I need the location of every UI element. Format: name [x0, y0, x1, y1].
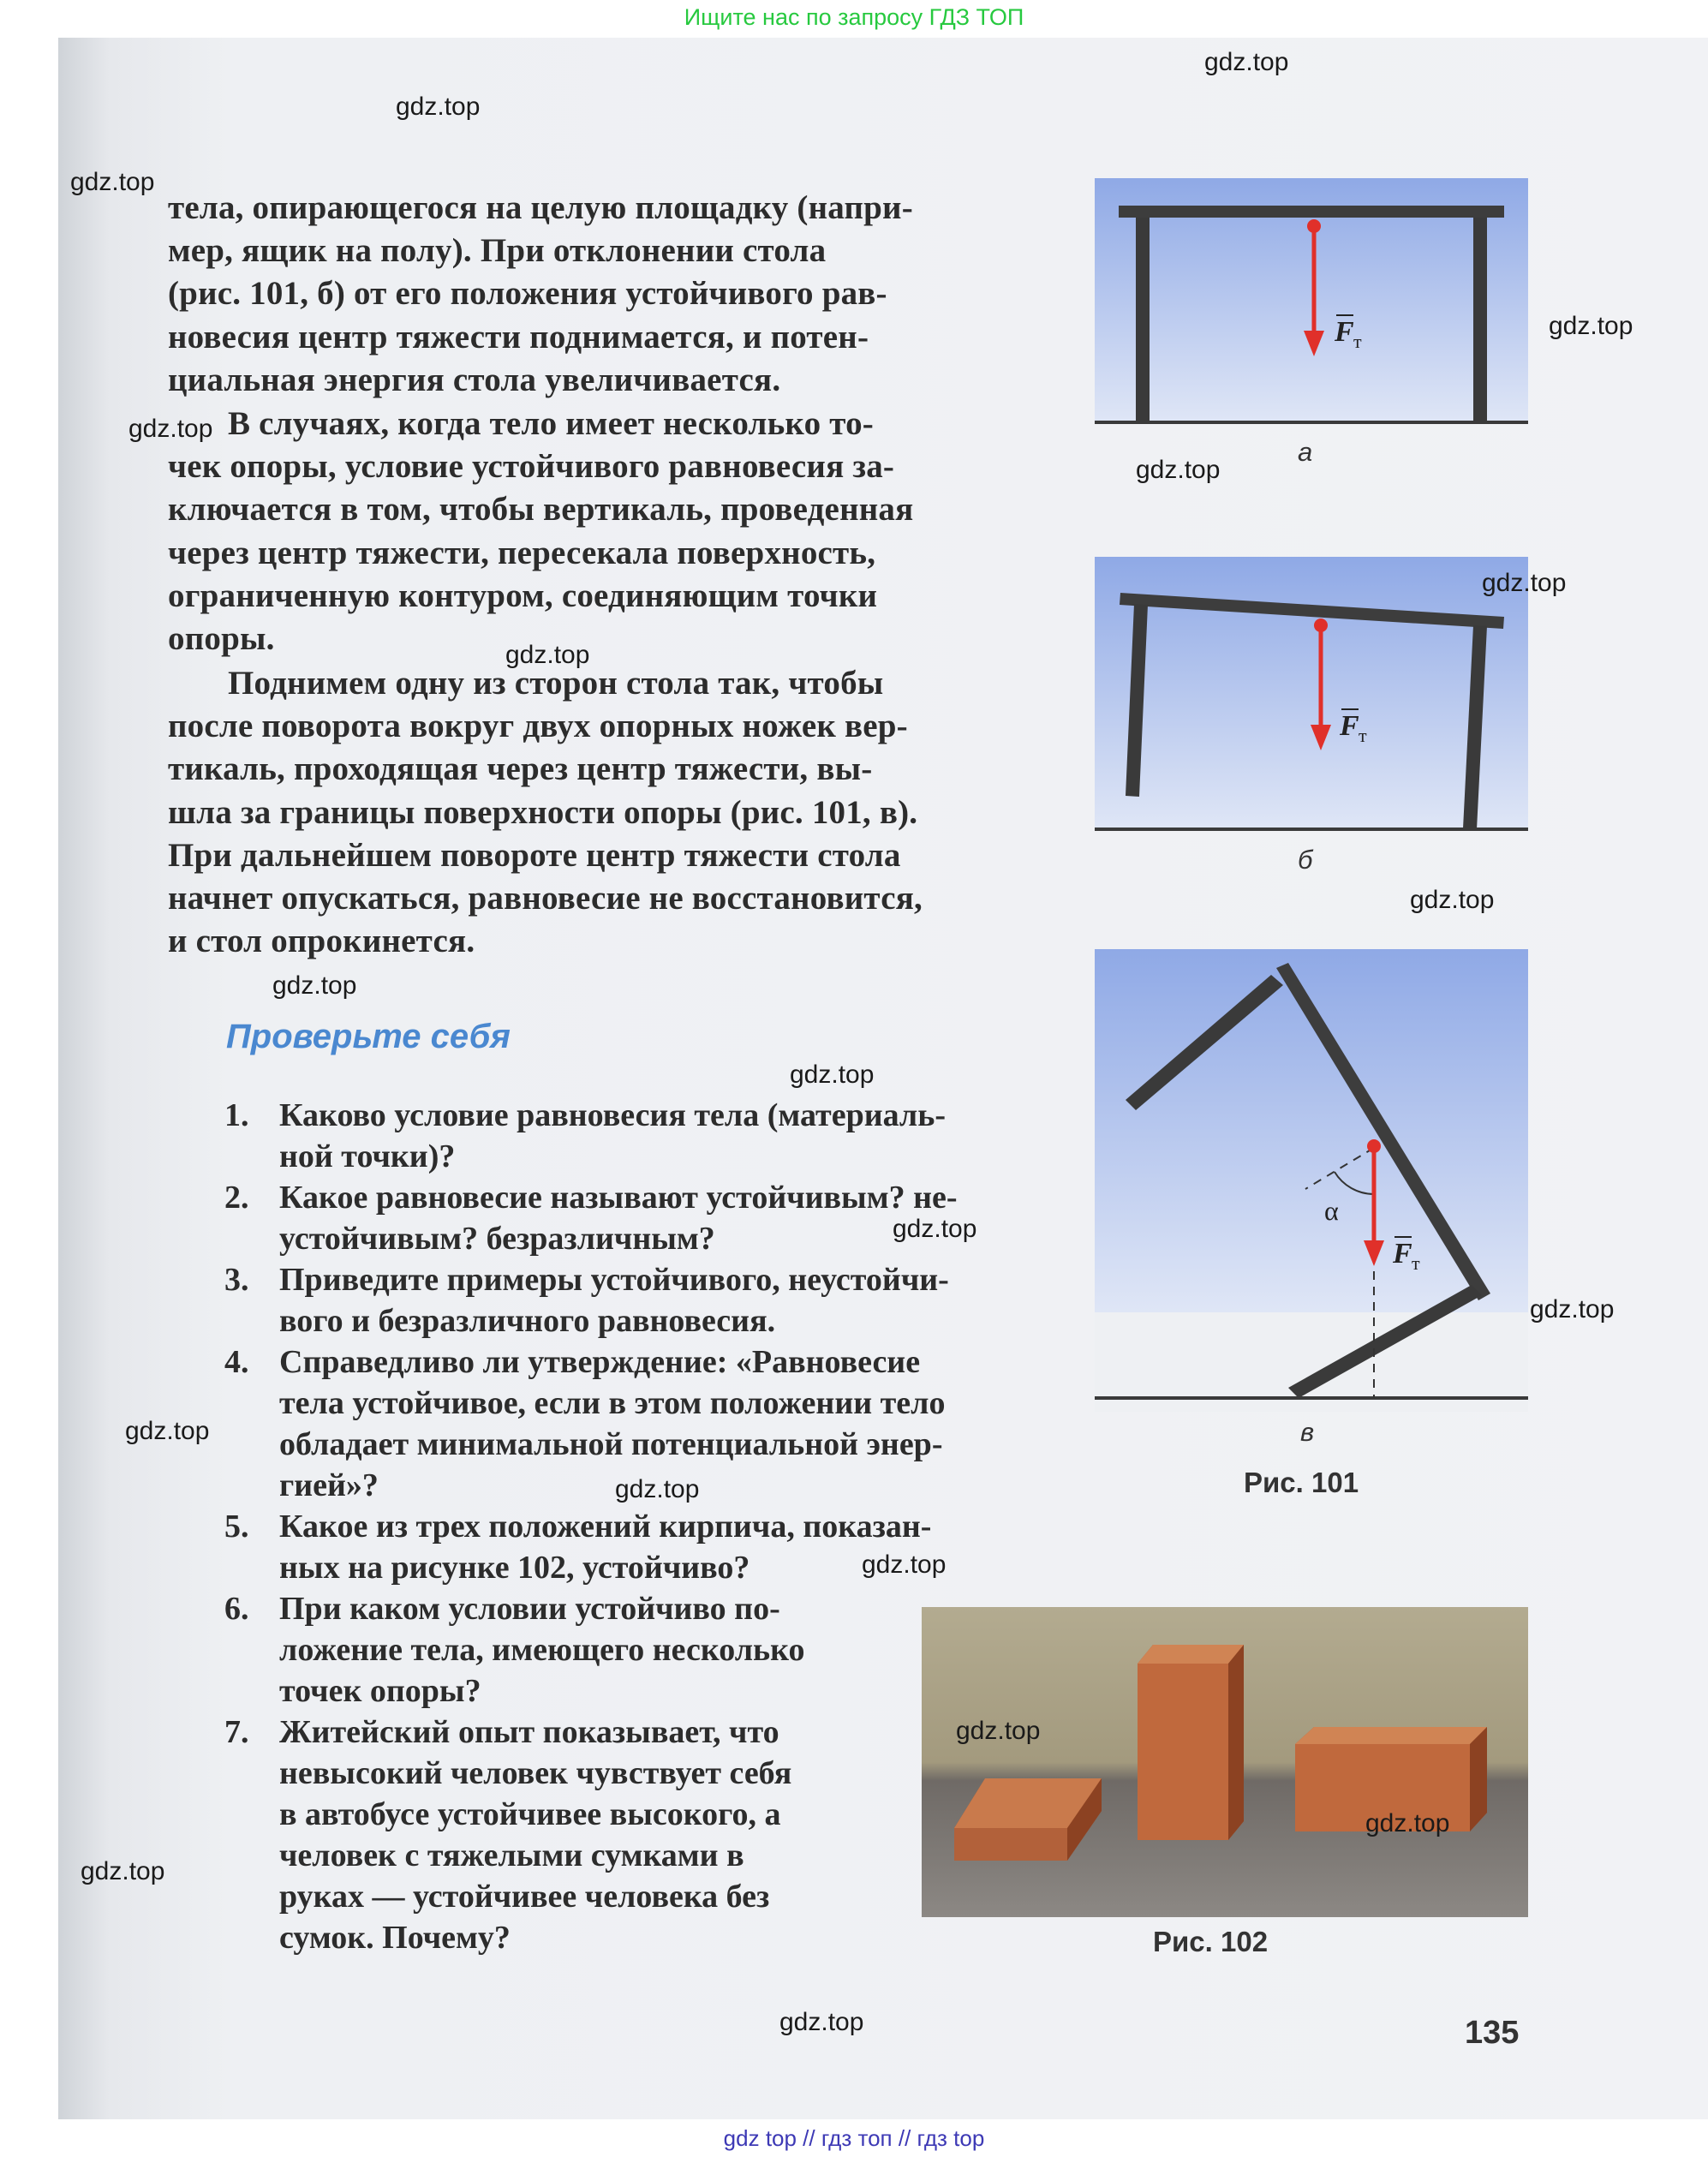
- question-line: сумок. Почему?: [279, 1920, 511, 1956]
- force-label: F: [1335, 316, 1354, 348]
- watermark: gdz.top: [1410, 886, 1495, 914]
- question-number: 5.: [224, 1509, 249, 1545]
- text-line: и стол опрокинется.: [168, 923, 475, 960]
- question-line: человек с тяжелыми сумками в: [279, 1837, 744, 1873]
- watermark: gdz.top: [790, 1061, 875, 1089]
- text-line: опоры.: [168, 620, 275, 658]
- watermark: gdz.top: [1136, 456, 1221, 484]
- watermark: gdz.top: [1365, 1809, 1450, 1837]
- watermark: gdz.top: [893, 1215, 977, 1243]
- question-line: ложение тела, имеющего несколько: [279, 1632, 805, 1668]
- figure-102-bricks: [922, 1607, 1528, 1917]
- question-line: ной точки)?: [279, 1138, 456, 1174]
- top-banner[interactable]: Ищите нас по запросу ГДЗ ТОП: [684, 4, 1024, 30]
- question-number: 6.: [224, 1591, 249, 1627]
- figure-101c-table-tipping: [1095, 949, 1528, 1412]
- force-subscript: т: [1359, 725, 1367, 746]
- question-line: обладает минимальной потенциальной энер-: [279, 1426, 943, 1462]
- force-subscript: т: [1353, 331, 1362, 352]
- question-line: Житейский опыт показывает, что: [279, 1714, 779, 1750]
- brick-front-face: [954, 1828, 1067, 1861]
- text-line: через центр тяжести, пересекала поверхность,: [168, 534, 876, 571]
- brick-top-face: [1138, 1645, 1244, 1664]
- section-heading: Проверьте себя: [226, 1018, 511, 1055]
- text-line: В случаях, когда тело имеет несколько то-: [228, 405, 874, 442]
- table-top: [1119, 206, 1504, 218]
- text-line: При дальнейшем повороте центр тяжести стола: [168, 836, 901, 874]
- watermark: gdz.top: [862, 1551, 947, 1579]
- question-line: Какое равновесие называют устойчивым? не-: [279, 1180, 958, 1216]
- text-line: ключается в том, чтобы вертикаль, проведенная: [168, 491, 914, 529]
- watermark: gdz.top: [396, 93, 481, 121]
- watermark: gdz.top: [1549, 312, 1633, 340]
- brick-front-face: [1138, 1664, 1228, 1840]
- force-label: F: [1340, 710, 1359, 742]
- watermark: gdz.top: [81, 1857, 165, 1885]
- watermark: gdz.top: [1204, 48, 1289, 76]
- question-line: Каково условие равновесия тела (материаль-: [279, 1097, 946, 1133]
- angle-label: α: [1324, 1195, 1339, 1226]
- page-number: 135: [1465, 2015, 1520, 2051]
- question-line: точек опоры?: [279, 1673, 481, 1709]
- watermark: gdz.top: [128, 415, 213, 443]
- text-line: начнет опускаться, равновесие не восстановится,: [168, 880, 923, 917]
- watermark: gdz.top: [779, 2008, 864, 2036]
- text-line: циальная энергия стола увеличивается.: [168, 361, 781, 398]
- question-line: тела устойчивое, если в этом положении тело: [279, 1385, 946, 1421]
- question-number: 1.: [224, 1097, 249, 1133]
- watermark: gdz.top: [1530, 1295, 1615, 1323]
- text-line: мер, ящик на полу). При отклонении стола: [168, 232, 827, 270]
- figure-label-a: а: [1298, 437, 1313, 467]
- question-line: При каком условии устойчиво по-: [279, 1591, 780, 1627]
- figure-102-caption: Рис. 102: [1153, 1926, 1269, 1957]
- force-label: F: [1393, 1238, 1412, 1270]
- question-line: ных на рисунке 102, устойчиво?: [279, 1550, 750, 1586]
- watermark: gdz.top: [1482, 569, 1567, 597]
- text-line: Поднимем одну из сторон стола так, чтобы: [228, 665, 884, 702]
- watermark: gdz.top: [956, 1717, 1041, 1745]
- text-line: тикаль, проходящая через центр тяжести, вы-: [168, 750, 873, 788]
- text-line: шла за границы поверхности опоры (рис. 101, в).: [168, 793, 918, 831]
- question-number: 2.: [224, 1180, 249, 1216]
- figure-label-b: б: [1298, 845, 1313, 875]
- figure-101a-table-upright: [1095, 178, 1528, 435]
- center-of-mass: [1367, 1139, 1381, 1153]
- center-of-mass: [1307, 219, 1321, 233]
- question-line: вого и безразличного равновесия.: [279, 1303, 776, 1339]
- question-line: невысокий человек чувствует себя: [279, 1755, 792, 1791]
- paragraph-3: [168, 662, 1050, 963]
- text-line: чек опоры, условие устойчивого равновесия за-: [168, 448, 895, 486]
- watermark: gdz.top: [70, 168, 155, 196]
- footer-links[interactable]: gdz top // гдз топ // гдз top: [723, 2125, 985, 2151]
- watermark: gdz.top: [125, 1417, 210, 1445]
- paragraph-1: [168, 187, 1050, 402]
- brick-top-face: [1295, 1727, 1487, 1744]
- table-leg: [1136, 218, 1150, 422]
- question-number: 3.: [224, 1262, 249, 1298]
- question-line: гией»?: [279, 1467, 379, 1503]
- question-line: Приведите примеры устойчивого, неустойчи-: [279, 1262, 949, 1298]
- brick-side-face: [1228, 1645, 1244, 1840]
- figure-101b-table-tilted: [1095, 557, 1528, 839]
- text-line: ограниченную контуром, соединяющим точки: [168, 577, 878, 614]
- figure-label-c: в: [1300, 1417, 1315, 1447]
- question-line: устойчивым? безразличным?: [279, 1221, 715, 1257]
- force-subscript: т: [1412, 1252, 1420, 1274]
- question-number: 7.: [224, 1714, 249, 1750]
- center-of-mass: [1314, 618, 1328, 632]
- text-line: тела, опирающегося на целую площадку (напри-: [168, 189, 913, 226]
- watermark: gdz.top: [505, 641, 590, 669]
- question-number: 4.: [224, 1344, 249, 1380]
- watermark: gdz.top: [615, 1475, 700, 1503]
- figure-101-caption: Рис. 101: [1244, 1467, 1359, 1498]
- text-line: после поворота вокруг двух опорных ножек вер-: [168, 708, 908, 745]
- text-line: новесия центр тяжести поднимается, и потен-: [168, 318, 869, 356]
- question-line: в автобусе устойчивее высокого, а: [279, 1796, 781, 1832]
- paragraph-2: [168, 403, 1050, 660]
- question-item: [224, 1095, 1047, 1177]
- question-line: руках — устойчивее человека без: [279, 1879, 770, 1915]
- question-item: [224, 1259, 1047, 1341]
- question-line: Справедливо ли утверждение: «Равновесие: [279, 1344, 921, 1380]
- table-leg: [1473, 218, 1487, 422]
- question-line: Какое из трех положений кирпича, показан-: [279, 1509, 932, 1545]
- text-line: (рис. 101, б) от его положения устойчивого рав-: [168, 275, 887, 313]
- watermark: gdz.top: [272, 971, 357, 1000]
